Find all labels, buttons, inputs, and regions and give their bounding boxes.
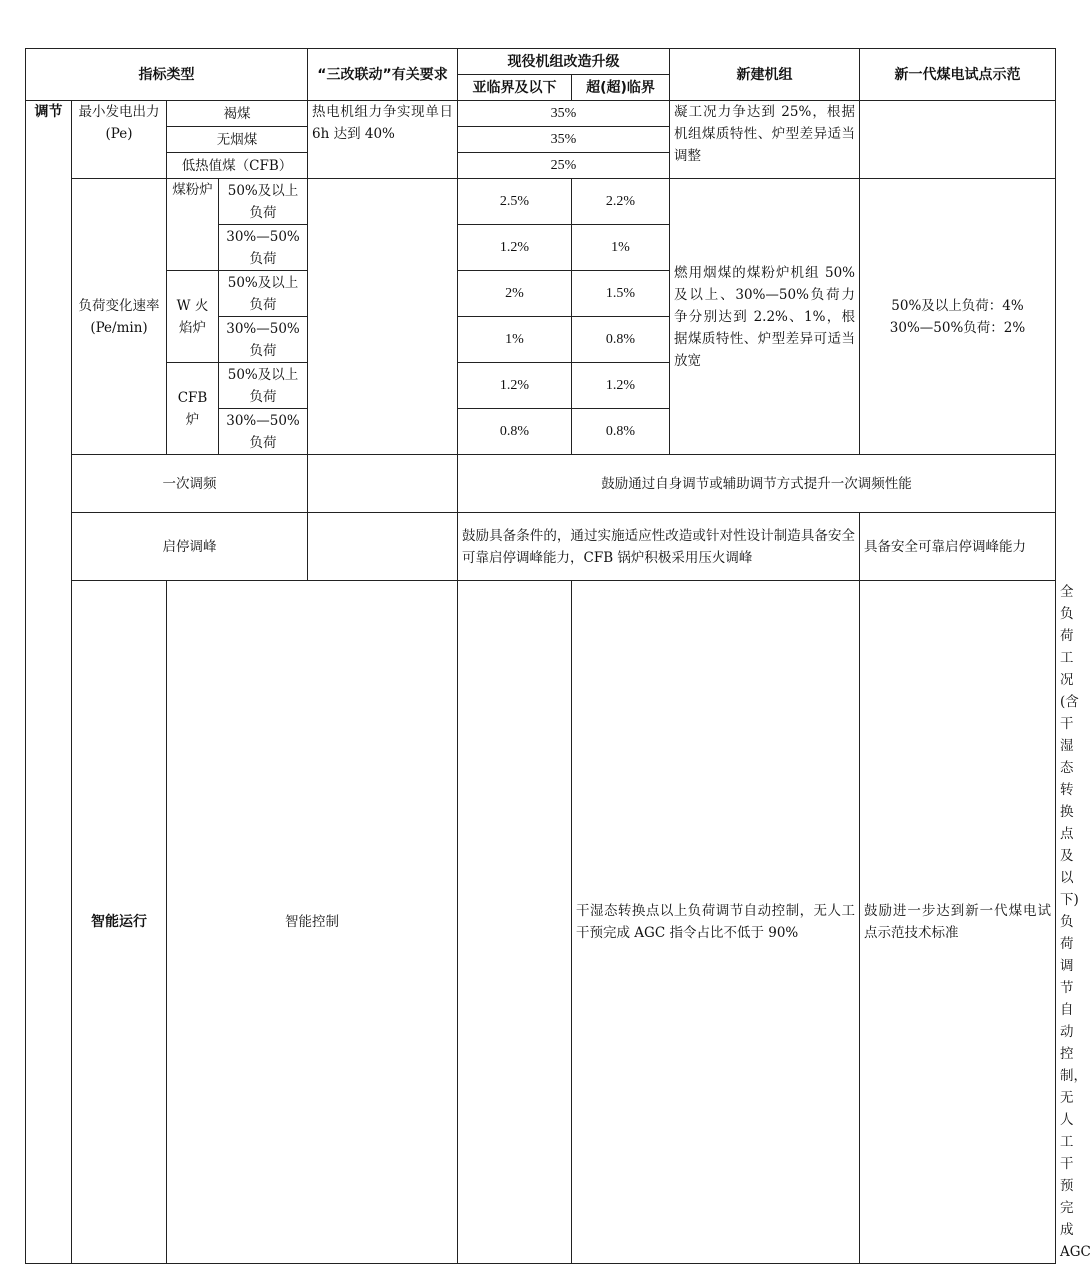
primary-freq-text: 鼓励通过自身调节或辅助调节方式提升一次调频性能 bbox=[458, 455, 1056, 513]
start-stop-text: 鼓励具备条件的，通过实施适应性改造或针对性设计制造具备安全可靠启停调峰能力，CFB 锅炉积极采用压火调峰 bbox=[458, 513, 860, 581]
smart-control-label: 智能控制 bbox=[167, 581, 458, 1264]
header-subcritical: 亚临界及以下 bbox=[458, 75, 572, 101]
boiler-cfb: CFB 炉 bbox=[167, 363, 219, 455]
category-regulation: 调节 bbox=[26, 101, 72, 1264]
header-new-units: 新建机组 bbox=[670, 49, 860, 101]
ramp-new-gen-line2: 30%—50%负荷：2% bbox=[889, 319, 1026, 336]
anthracite-value: 35% bbox=[458, 127, 670, 153]
w-load-mid: 30%—50%负荷 bbox=[219, 317, 308, 363]
pc-mid-sup: 1% bbox=[572, 225, 670, 271]
w-high-sup: 1.5% bbox=[572, 271, 670, 317]
min-output-label: 最小发电出力(Pe) bbox=[72, 101, 167, 179]
smart-retrofit: 干湿态转换点以上负荷调节自动控制，无人工干预完成 AGC 指令占比不低于 90% bbox=[572, 581, 860, 1264]
lignite-value: 35% bbox=[458, 101, 670, 127]
start-stop-label: 启停调峰 bbox=[72, 513, 308, 581]
pc-high-sup: 2.2% bbox=[572, 179, 670, 225]
boiler-pc: 煤粉炉 bbox=[167, 179, 219, 271]
fuel-lignite: 褐煤 bbox=[167, 101, 308, 127]
w-high-sub: 2% bbox=[458, 271, 572, 317]
pc-load-mid: 30%—50%负荷 bbox=[219, 225, 308, 271]
cfb-mid-sub: 0.8% bbox=[458, 409, 572, 455]
pc-load-high: 50%及以上负荷 bbox=[219, 179, 308, 225]
header-supercritical: 超(超)临界 bbox=[572, 75, 670, 101]
header-policy: “三改联动”有关要求 bbox=[308, 49, 458, 101]
ramp-label: 负荷变化速率(Pe/min) bbox=[72, 179, 167, 455]
w-mid-sub: 1% bbox=[458, 317, 572, 363]
min-output-new-gen-empty bbox=[860, 101, 1056, 179]
primary-freq-label: 一次调频 bbox=[72, 455, 308, 513]
smart-new-units: 鼓励进一步达到新一代煤电试点示范技术标准 bbox=[860, 581, 1056, 1264]
smart-policy-empty bbox=[458, 581, 572, 1264]
header-retrofit: 现役机组改造升级 bbox=[458, 49, 670, 75]
header-new-gen: 新一代煤电试点示范 bbox=[860, 49, 1056, 101]
category-smart: 智能运行 bbox=[72, 581, 167, 1264]
pc-mid-sub: 1.2% bbox=[458, 225, 572, 271]
ramp-new-gen bbox=[860, 179, 1056, 455]
w-mid-sup: 0.8% bbox=[572, 317, 670, 363]
indicator-table: 指标类型 “三改联动”有关要求 现役机组改造升级 新建机组 新一代煤电试点示范 亚临界及以下 超(超)临界 调节 最小发电出力(Pe) 褐煤 热电机组力争实现单日 6h 达到 40% 35% 凝工况力争达到 25%，根据机组煤质特性、炉型差异适当调整 无烟煤 35% 低热值煤（CFB） 25% 负荷变化速率(Pe/min) 煤粉炉 50%及以上负荷 2.5% 2.2% 燃用烟煤的煤粉炉机组 50%及以上、30%—50%负荷力争分别达到 2.2%、1%，根据煤质特性、炉型差异可适当放宽 50%及以上负荷：4% 30%—50%负荷：2% 30%—50%负荷 1.2% 1% W 火焰炉 50%及以上负荷 2% 1.5% 30%—50%负荷 1% 0.8% CFB 炉 50%及以上负荷 1.2% 1.2% 30%—50%负荷 0.8% 0.8% 一次调频 鼓励通过自身调节或辅助调节方式提升一次调频性能 启停调峰 鼓励具备条件的，通过实施适应性改造或针对性设计制造具备安全可靠启停调峰能力，CFB 锅炉积极采用压火调峰 具备安全可靠启停调峰能力 智能运行 智能控制 干湿态转换点以上负荷调节自动控制，无人工干预完成 AGC 指令占比不低于 90% 鼓励进一步达到新一代煤电试点示范技术标准 全负荷工况(含干湿态转换点及以下)负荷调节自动控制，无人工干预完成 AGC bbox=[25, 48, 1056, 1264]
ramp-new-units: 燃用烟煤的煤粉炉机组 50%及以上、30%—50%负荷力争分别达到 2.2%、1%，根据煤质特性、炉型差异可适当放宽 bbox=[670, 179, 860, 455]
cfb-high-sup: 1.2% bbox=[572, 363, 670, 409]
low-cv-value: 25% bbox=[458, 153, 670, 179]
min-output-policy: 热电机组力争实现单日 6h 达到 40% bbox=[308, 101, 458, 179]
fuel-anthracite: 无烟煤 bbox=[167, 127, 308, 153]
min-output-new-units: 凝工况力争达到 25%，根据机组煤质特性、炉型差异适当调整 bbox=[670, 101, 860, 179]
cfb-load-mid: 30%—50%负荷 bbox=[219, 409, 308, 455]
w-load-high: 50%及以上负荷 bbox=[219, 271, 308, 317]
header-type: 指标类型 bbox=[26, 49, 308, 101]
primary-freq-policy-empty bbox=[308, 455, 458, 513]
start-stop-policy-empty bbox=[308, 513, 458, 581]
pc-high-sub: 2.5% bbox=[458, 179, 572, 225]
cfb-load-high: 50%及以上负荷 bbox=[219, 363, 308, 409]
ramp-policy-empty bbox=[308, 179, 458, 455]
start-stop-new-gen: 具备安全可靠启停调峰能力 bbox=[860, 513, 1056, 581]
ramp-new-gen-line1: 50%及以上负荷：4% bbox=[891, 297, 1024, 314]
cfb-high-sub: 1.2% bbox=[458, 363, 572, 409]
fuel-low-cv: 低热值煤（CFB） bbox=[167, 153, 308, 179]
boiler-w: W 火焰炉 bbox=[167, 271, 219, 363]
cfb-mid-sup: 0.8% bbox=[572, 409, 670, 455]
